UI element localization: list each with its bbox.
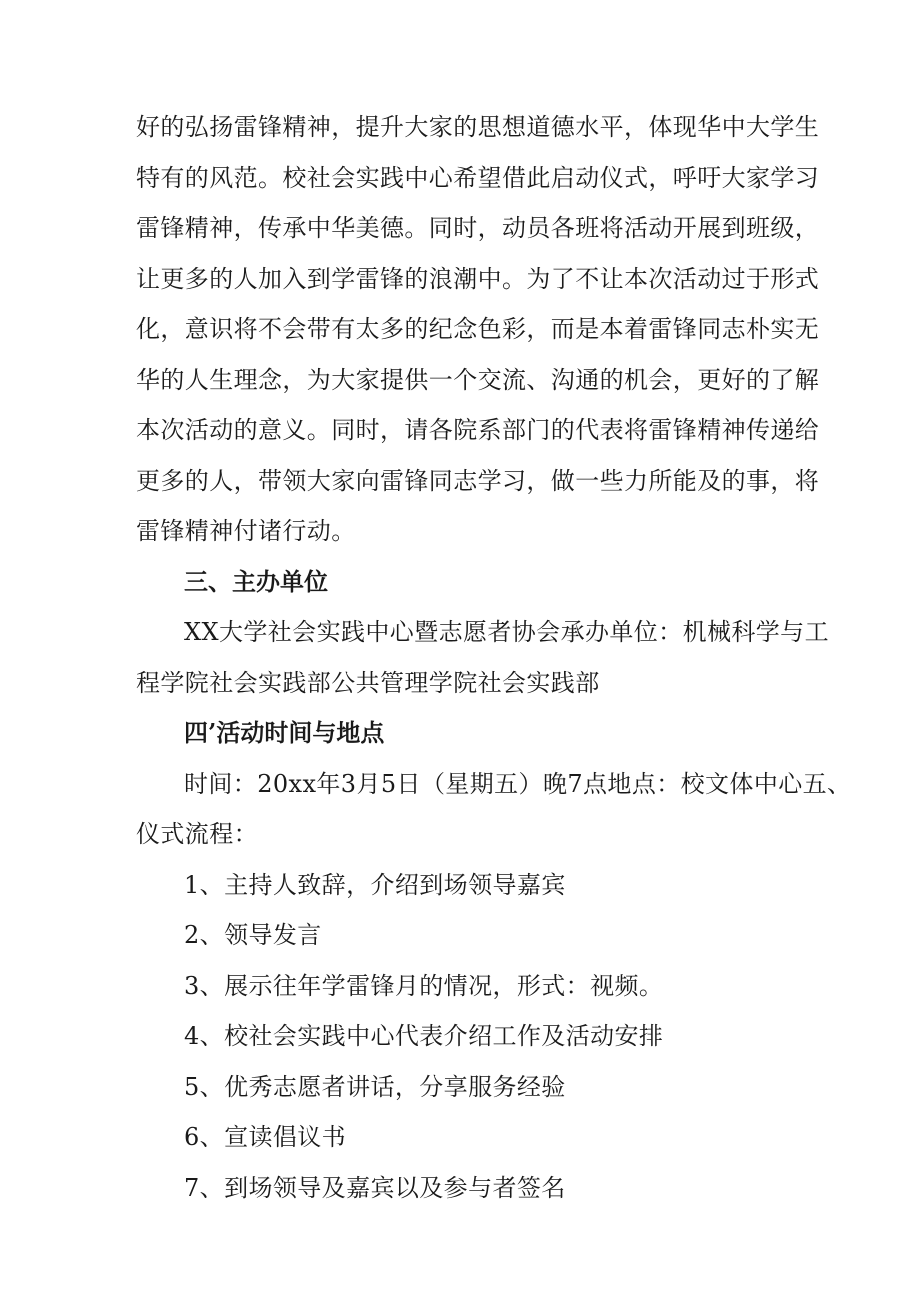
text-line: 化，意识将不会带有太多的纪念色彩，而是本着雷锋同志朴实无 <box>136 315 820 343</box>
section-heading-time-place: 四’活动时间与地点 <box>184 718 385 747</box>
text-line: 本次活动的意义。同时，请各院系部门的代表将雷锋精神传递给 <box>136 416 820 444</box>
text-line: 让更多的人加入到学雷锋的浪潮中。为了不让本次活动过于形式 <box>136 264 820 293</box>
text-line: XX大学社会实践中心暨志愿者协会承办单位：机械科学与工 <box>184 618 829 646</box>
ceremony-steps-list <box>136 860 800 1214</box>
list-item: 3、展示往年学雷锋月的情况，形式：视频。 <box>184 971 664 1000</box>
list-item: 5、优秀志愿者讲话，分享服务经验 <box>184 1072 566 1101</box>
text-line: 程学院社会实践部公共管理学院社会实践部 <box>136 668 600 697</box>
text-line: 华的人生理念，为大家提供一个交流、沟通的机会，更好的了解 <box>136 365 820 394</box>
text-line: 仪式流程： <box>136 820 258 848</box>
text-line: 雷锋精神付诸行动。 <box>136 517 356 545</box>
text-line: 特有的风范。校社会实践中心希望借此启动仪式，呼吁大家学习 <box>136 163 820 192</box>
text-line: 更多的人，带领大家向雷锋同志学习，做一些力所能及的事，将 <box>136 466 820 495</box>
text-line: 好的弘扬雷锋精神，提升大家的思想道德水平，体现华中大学生 <box>136 113 820 141</box>
list-item: 7、到场领导及嘉宾以及参与者签名 <box>184 1173 566 1202</box>
text-line: 雷锋精神，传承中华美德。同时，动员各班将活动开展到班级， <box>136 214 820 242</box>
list-item: 2、领导发言 <box>184 921 322 949</box>
paragraph-organizer <box>136 607 829 708</box>
list-item: 6、宣读倡议书 <box>184 1123 347 1151</box>
list-item: 1、主持人致辞，介绍到场领导嘉宾 <box>184 870 566 899</box>
paragraph-time-place <box>136 759 852 860</box>
paragraph-purpose <box>136 102 820 557</box>
section-heading-organizer: 三、主办单位 <box>184 566 328 596</box>
document-page <box>136 102 852 1213</box>
text-line: 时间：20xx年3月5日（星期五）晚7点地点：校文体中心五、 <box>184 769 852 798</box>
list-item: 4、校社会实践中心代表介绍工作及活动安排 <box>184 1022 664 1050</box>
